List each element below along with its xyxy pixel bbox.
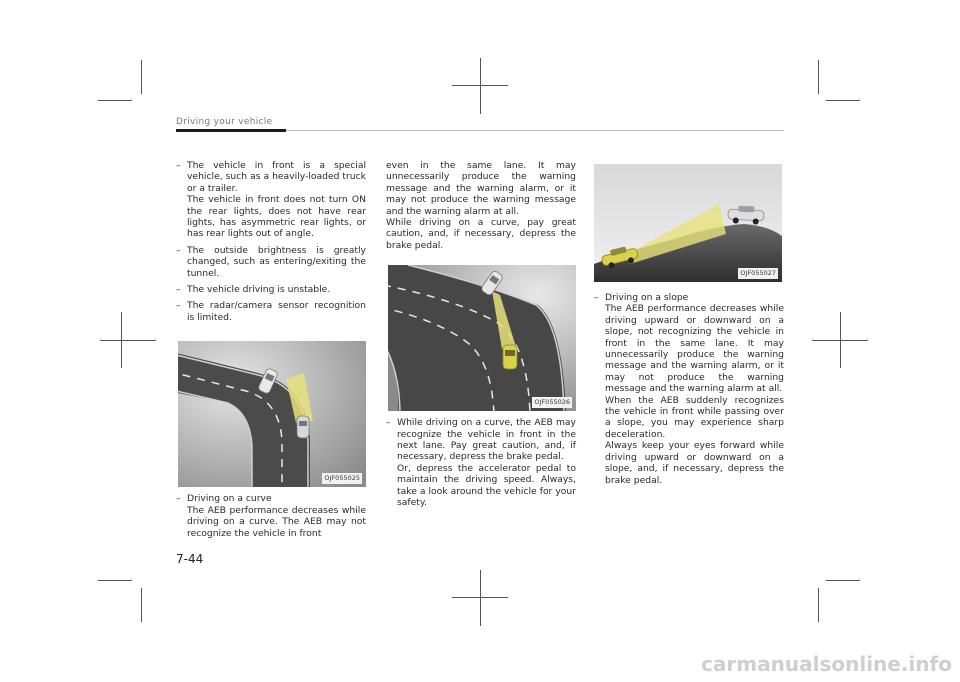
list-item	[176, 284, 366, 295]
crop-mark	[98, 100, 132, 101]
bullet-dash: –	[594, 292, 599, 303]
page-header	[176, 117, 784, 135]
bullet-dash: –	[176, 284, 181, 296]
bullet-dash: –	[176, 300, 181, 312]
page-number: 7-44	[176, 552, 204, 566]
list-item	[176, 493, 366, 539]
curve-illustration	[178, 341, 366, 487]
item-text: The radar/camera sensor recognition is limited.	[187, 300, 366, 323]
list-item	[176, 245, 366, 279]
column-3	[594, 160, 784, 491]
list-item	[386, 417, 576, 508]
crop-mark	[121, 312, 122, 368]
crop-mark	[480, 58, 481, 114]
crop-mark	[840, 312, 841, 368]
bullet-dash: –	[176, 244, 181, 256]
paragraph: While driving on a curve, pay great caution, and, if necessary, depress the brake pedal.	[386, 217, 576, 251]
item-text: Or, depress the accelerator pedal to maintain the driving speed. Always, take a look around the vehicle for your safety.	[397, 462, 576, 509]
crop-mark	[826, 100, 860, 101]
slope-illustration	[594, 164, 782, 282]
item-text: The vehicle in front is a special vehicle, such as a heavily-loaded truck or a trailer.	[187, 160, 366, 194]
figure-code: OJF055027	[738, 268, 778, 279]
item-text: While driving on a curve, the AEB may recognize the vehicle in front in the next lane. Pay great caution, and, if necessary, depress the brake pedal.	[397, 417, 576, 463]
figure-code: OJF055026	[532, 397, 572, 408]
section-title: Driving your vehicle	[176, 117, 273, 127]
item-heading: Driving on a curve	[187, 493, 272, 505]
item-heading: Driving on a slope	[605, 292, 689, 303]
crop-mark	[98, 580, 132, 581]
crop-mark	[141, 588, 142, 622]
crop-mark	[818, 588, 819, 622]
list-item	[176, 300, 366, 323]
item-text: The AEB performance decreases while driving upward or downward on a slope, not recognizing the vehicle in front in the same lane. It may unnecessarily produce the warning message and the warning alarm, or it may not produce the warning message and the warning alarm at all.	[605, 303, 784, 395]
item-text: The outside brightness is greatly changed, such as entering/exiting the tunnel.	[187, 244, 366, 279]
column-1	[176, 160, 366, 544]
watermark: carmanualsonline.info	[701, 652, 952, 676]
header-rule	[286, 130, 784, 131]
crop-mark	[100, 340, 156, 341]
item-text: The AEB performance decreases while driving on a curve. The AEB may not recognize the vehicle in front	[187, 504, 366, 539]
header-bar	[176, 129, 286, 132]
item-text: When the AEB suddenly recognizes the vehicle in front while passing over a slope, you may experience sharp deceleration.	[605, 394, 784, 440]
crop-mark	[818, 60, 819, 94]
list-item	[594, 292, 784, 486]
curve-next-lane-illustration	[388, 265, 576, 411]
item-text: The vehicle driving is unstable.	[187, 284, 331, 296]
figure-code: OJF055025	[322, 473, 362, 484]
list-item	[176, 160, 366, 240]
item-text: Always keep your eyes forward while driving upward or downward on a slope, and, if necessary, depress the brake pedal.	[605, 440, 784, 486]
bullet-dash: –	[386, 417, 391, 429]
crop-mark	[480, 570, 481, 626]
bullet-dash: –	[176, 493, 181, 505]
bullet-dash: –	[176, 160, 181, 171]
column-2	[386, 160, 576, 514]
paragraph: even in the same lane. It may unnecessarily produce the warning message and the warning alarm, or it may not produce the warning message and the warning alarm at all.	[386, 160, 576, 217]
crop-mark	[141, 60, 142, 94]
crop-mark	[826, 580, 860, 581]
continued-text	[386, 160, 576, 251]
item-text: The vehicle in front does not turn ON the rear lights, does not have rear lights, has asymmetric rear lights, or has rear lights out of angle.	[187, 194, 366, 240]
